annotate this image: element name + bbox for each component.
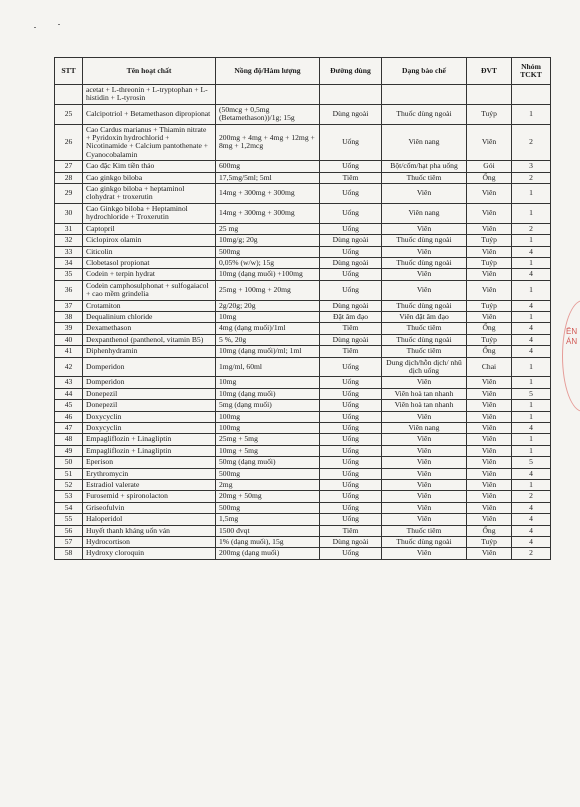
table-row: [55, 85, 551, 105]
cell-active-ingredient: Domperidon: [83, 357, 216, 377]
cell-unit: Viên: [467, 246, 512, 257]
cell-route: Tiêm: [320, 346, 382, 357]
cell-concentration: 50mg (dạng muối): [216, 457, 320, 468]
cell-dosage-form: Viên: [382, 480, 467, 491]
cell-active-ingredient: Clobetasol propionat: [83, 257, 216, 268]
cell-unit: Viên: [467, 269, 512, 280]
table-row: [55, 269, 551, 280]
cell-dosage-form: Viên: [382, 457, 467, 468]
cell-route: Uống: [320, 223, 382, 234]
cell-dosage-form: Dung dịch/hỗn dịch/ nhũ dịch uống: [382, 357, 467, 377]
cell-group: 1: [512, 480, 551, 491]
table-row: [55, 502, 551, 513]
cell-stt: 44: [55, 388, 83, 399]
cell-route: Dùng ngoài: [320, 235, 382, 246]
cell-active-ingredient: Estradiol valerate: [83, 480, 216, 491]
cell-group: 4: [512, 246, 551, 257]
cell-group: 1: [512, 411, 551, 422]
cell-concentration: 1% (dạng muối), 15g: [216, 537, 320, 548]
cell-active-ingredient: acetat + L-threonin + L-tryptophan + L-histidin + L-tyrosin: [83, 85, 216, 105]
stamp-line-1: ÊN: [566, 327, 578, 336]
cell-concentration: 200mg + 4mg + 4mg + 12mg + 8mg + 1,2mcg: [216, 124, 320, 161]
table-row: [55, 161, 551, 172]
cell-dosage-form: Viên: [382, 548, 467, 559]
cell-route: Uống: [320, 161, 382, 172]
cell-active-ingredient: Cao ginkgo biloba + heptaminol clohydrat + troxerutin: [83, 184, 216, 204]
cell-unit: Viên: [467, 548, 512, 559]
cell-unit: Viên: [467, 411, 512, 422]
cell-concentration: 2g/20g; 20g: [216, 300, 320, 311]
table-row: [55, 400, 551, 411]
cell-concentration: 4mg (dạng muối)/1ml: [216, 323, 320, 334]
table-row: [55, 411, 551, 422]
cell-concentration: 10mg: [216, 311, 320, 322]
cell-active-ingredient: Hydrocortison: [83, 537, 216, 548]
cell-stt: 34: [55, 257, 83, 268]
cell-route: Tiêm: [320, 525, 382, 536]
table-body: [55, 85, 551, 560]
cell-concentration: 10mg: [216, 377, 320, 388]
cell-dosage-form: Viên: [382, 184, 467, 204]
cell-stt: 54: [55, 502, 83, 513]
cell-stt: 48: [55, 434, 83, 445]
cell-route: Uống: [320, 457, 382, 468]
table-row: [55, 525, 551, 536]
cell-stt: 51: [55, 468, 83, 479]
cell-unit: Ống: [467, 346, 512, 357]
cell-group: 4: [512, 423, 551, 434]
cell-route: Uống: [320, 124, 382, 161]
cell-stt: 37: [55, 300, 83, 311]
cell-route: Uống: [320, 388, 382, 399]
header-route: Đường dùng: [320, 58, 382, 85]
cell-route: Dùng ngoài: [320, 537, 382, 548]
cell-unit: Viên: [467, 377, 512, 388]
cell-concentration: 100mg: [216, 411, 320, 422]
cell-concentration: 25mg + 5mg: [216, 434, 320, 445]
table-row: [55, 300, 551, 311]
cell-dosage-form: [382, 85, 467, 105]
table-row: [55, 311, 551, 322]
cell-dosage-form: Thuốc tiêm: [382, 323, 467, 334]
header-unit: ĐVT: [467, 58, 512, 85]
cell-dosage-form: Viên hoà tan nhanh: [382, 388, 467, 399]
cell-unit: Viên: [467, 480, 512, 491]
table-row: [55, 104, 551, 124]
cell-concentration: [216, 85, 320, 105]
cell-active-ingredient: Codein + terpin hydrat: [83, 269, 216, 280]
cell-dosage-form: Viên hoà tan nhanh: [382, 400, 467, 411]
cell-group: 1: [512, 400, 551, 411]
cell-concentration: 500mg: [216, 246, 320, 257]
cell-route: Uống: [320, 357, 382, 377]
cell-unit: Tuýp: [467, 104, 512, 124]
cell-route: Uống: [320, 480, 382, 491]
cell-route: Dùng ngoài: [320, 104, 382, 124]
table-header-row: [55, 58, 551, 85]
cell-concentration: 20mg + 50mg: [216, 491, 320, 502]
cell-concentration: 2mg: [216, 480, 320, 491]
cell-dosage-form: Viên: [382, 514, 467, 525]
header-dosage-form: Dạng bào chế: [382, 58, 467, 85]
table-row: [55, 235, 551, 246]
cell-group: 4: [512, 537, 551, 548]
drug-table: [54, 57, 551, 560]
cell-active-ingredient: Hydroxy cloroquin: [83, 548, 216, 559]
cell-group: 2: [512, 491, 551, 502]
cell-route: Uống: [320, 445, 382, 456]
cell-group: 1: [512, 434, 551, 445]
cell-route: Uống: [320, 400, 382, 411]
table-row: [55, 423, 551, 434]
cell-group: 2: [512, 223, 551, 234]
cell-dosage-form: Viên nang: [382, 423, 467, 434]
cell-stt: 32: [55, 235, 83, 246]
cell-stt: 49: [55, 445, 83, 456]
cell-stt: 40: [55, 334, 83, 345]
table-row: [55, 357, 551, 377]
cell-group: 4: [512, 269, 551, 280]
cell-route: Đặt âm đạo: [320, 311, 382, 322]
cell-stt: 29: [55, 184, 83, 204]
cell-group: 1: [512, 203, 551, 223]
cell-concentration: 5 %, 20g: [216, 334, 320, 345]
cell-unit: [467, 85, 512, 105]
header-active-ingredient: Tên hoạt chất: [83, 58, 216, 85]
cell-active-ingredient: Cao ginkgo biloba: [83, 172, 216, 183]
cell-unit: Viên: [467, 223, 512, 234]
cell-route: Uống: [320, 491, 382, 502]
cell-route: Uống: [320, 203, 382, 223]
cell-concentration: 25 mg: [216, 223, 320, 234]
cell-group: 1: [512, 311, 551, 322]
cell-active-ingredient: Donepezil: [83, 400, 216, 411]
table-row: [55, 388, 551, 399]
cell-group: 2: [512, 548, 551, 559]
cell-route: Uống: [320, 411, 382, 422]
table-row: [55, 468, 551, 479]
cell-unit: Chai: [467, 357, 512, 377]
cell-route: Dùng ngoài: [320, 300, 382, 311]
cell-concentration: 14mg + 300mg + 300mg: [216, 184, 320, 204]
cell-unit: Viên: [467, 434, 512, 445]
cell-stt: 36: [55, 280, 83, 300]
cell-dosage-form: Viên: [382, 468, 467, 479]
cell-dosage-form: Thuốc dùng ngoài: [382, 334, 467, 345]
cell-unit: Viên: [467, 514, 512, 525]
cell-dosage-form: Thuốc dùng ngoài: [382, 300, 467, 311]
cell-stt: 26: [55, 124, 83, 161]
cell-concentration: 10mg + 5mg: [216, 445, 320, 456]
cell-stt: 33: [55, 246, 83, 257]
cell-dosage-form: Viên: [382, 223, 467, 234]
header-group: Nhóm TCKT: [512, 58, 551, 85]
cell-concentration: 25mg + 100mg + 20mg: [216, 280, 320, 300]
cell-active-ingredient: Doxycyclin: [83, 423, 216, 434]
cell-unit: Viên: [467, 280, 512, 300]
cell-active-ingredient: Doxycyclin: [83, 411, 216, 422]
cell-dosage-form: Viên: [382, 502, 467, 513]
cell-group: 4: [512, 334, 551, 345]
table-row: [55, 203, 551, 223]
cell-unit: Ống: [467, 172, 512, 183]
cell-group: 4: [512, 346, 551, 357]
cell-stt: 30: [55, 203, 83, 223]
cell-active-ingredient: Huyết thanh kháng uốn ván: [83, 525, 216, 536]
cell-stt: [55, 85, 83, 105]
cell-concentration: 0,05% (w/w); 15g: [216, 257, 320, 268]
cell-group: 4: [512, 323, 551, 334]
cell-concentration: 10mg (dạng muối)/ml; 1ml: [216, 346, 320, 357]
cell-group: 1: [512, 357, 551, 377]
cell-active-ingredient: Eperison: [83, 457, 216, 468]
cell-active-ingredient: Cao Ginkgo biloba + Heptaminol hydrochloride + Troxerutin: [83, 203, 216, 223]
cell-route: Uống: [320, 246, 382, 257]
cell-route: Uống: [320, 548, 382, 559]
cell-stt: 35: [55, 269, 83, 280]
table-row: [55, 184, 551, 204]
cell-group: 1: [512, 104, 551, 124]
cell-dosage-form: Viên: [382, 491, 467, 502]
table-row: [55, 257, 551, 268]
cell-stt: 27: [55, 161, 83, 172]
cell-group: 4: [512, 502, 551, 513]
cell-group: 2: [512, 124, 551, 161]
table-row: [55, 514, 551, 525]
cell-dosage-form: Thuốc dùng ngoài: [382, 235, 467, 246]
cell-dosage-form: Viên: [382, 411, 467, 422]
cell-group: 1: [512, 445, 551, 456]
table-row: [55, 491, 551, 502]
cell-stt: 43: [55, 377, 83, 388]
table-row: [55, 323, 551, 334]
cell-stt: 39: [55, 323, 83, 334]
cell-stt: 57: [55, 537, 83, 548]
table-row: [55, 537, 551, 548]
cell-dosage-form: Viên đặt âm đạo: [382, 311, 467, 322]
cell-unit: Tuýp: [467, 235, 512, 246]
cell-concentration: 1500 đvqt: [216, 525, 320, 536]
cell-active-ingredient: Ciclopirox olamin: [83, 235, 216, 246]
cell-unit: Viên: [467, 468, 512, 479]
cell-active-ingredient: Dequalinium chloride: [83, 311, 216, 322]
cell-route: Uống: [320, 184, 382, 204]
cell-dosage-form: Thuốc tiêm: [382, 346, 467, 357]
cell-active-ingredient: Cao đặc Kim tiền thảo: [83, 161, 216, 172]
cell-dosage-form: Bột/cốm/hạt pha uống: [382, 161, 467, 172]
cell-group: [512, 85, 551, 105]
cell-unit: Viên: [467, 400, 512, 411]
table-row: [55, 346, 551, 357]
cell-unit: Viên: [467, 388, 512, 399]
cell-group: 4: [512, 514, 551, 525]
cell-unit: Ống: [467, 525, 512, 536]
cell-unit: Viên: [467, 445, 512, 456]
cell-route: Uống: [320, 423, 382, 434]
cell-unit: Tuýp: [467, 537, 512, 548]
cell-dosage-form: Thuốc tiêm: [382, 525, 467, 536]
cell-group: 5: [512, 388, 551, 399]
cell-active-ingredient: Griseofulvin: [83, 502, 216, 513]
scan-speck: [58, 24, 60, 25]
cell-concentration: 500mg: [216, 468, 320, 479]
cell-active-ingredient: Erythromycin: [83, 468, 216, 479]
cell-group: 2: [512, 172, 551, 183]
cell-unit: Tuýp: [467, 300, 512, 311]
cell-dosage-form: Viên: [382, 280, 467, 300]
cell-concentration: 100mg: [216, 423, 320, 434]
cell-group: 1: [512, 184, 551, 204]
cell-route: Uống: [320, 514, 382, 525]
cell-group: 4: [512, 468, 551, 479]
cell-active-ingredient: Empagliflozin + Linagliptin: [83, 445, 216, 456]
cell-stt: 46: [55, 411, 83, 422]
cell-active-ingredient: Diphenhydramin: [83, 346, 216, 357]
cell-group: 4: [512, 300, 551, 311]
cell-group: 4: [512, 525, 551, 536]
cell-route: Uống: [320, 280, 382, 300]
cell-unit: Tuýp: [467, 257, 512, 268]
cell-stt: 42: [55, 357, 83, 377]
cell-route: Uống: [320, 434, 382, 445]
cell-unit: Viên: [467, 457, 512, 468]
cell-stt: 28: [55, 172, 83, 183]
table-row: [55, 172, 551, 183]
cell-concentration: 200mg (dạng muối): [216, 548, 320, 559]
red-stamp: [562, 300, 580, 412]
cell-dosage-form: Thuốc dùng ngoài: [382, 104, 467, 124]
cell-concentration: 600mg: [216, 161, 320, 172]
cell-dosage-form: Viên: [382, 434, 467, 445]
cell-stt: 53: [55, 491, 83, 502]
stamp-fragment: [566, 327, 577, 347]
cell-stt: 52: [55, 480, 83, 491]
cell-active-ingredient: Citicolin: [83, 246, 216, 257]
cell-active-ingredient: Dexamethason: [83, 323, 216, 334]
table-row: [55, 334, 551, 345]
table-row: [55, 434, 551, 445]
cell-concentration: 14mg + 300mg + 300mg: [216, 203, 320, 223]
cell-unit: Gói: [467, 161, 512, 172]
cell-unit: Viên: [467, 423, 512, 434]
cell-stt: 25: [55, 104, 83, 124]
cell-concentration: (50mcg + 0,5mg (Betamethason))/1g; 15g: [216, 104, 320, 124]
cell-concentration: 5mg (dạng muối): [216, 400, 320, 411]
cell-unit: Viên: [467, 124, 512, 161]
cell-active-ingredient: Domperidon: [83, 377, 216, 388]
cell-group: 5: [512, 457, 551, 468]
cell-stt: 38: [55, 311, 83, 322]
cell-dosage-form: Thuốc dùng ngoài: [382, 537, 467, 548]
cell-route: Tiêm: [320, 172, 382, 183]
cell-active-ingredient: Donepezil: [83, 388, 216, 399]
header-stt: STT: [55, 58, 83, 85]
cell-stt: 45: [55, 400, 83, 411]
cell-dosage-form: Thuốc tiêm: [382, 172, 467, 183]
cell-unit: Viên: [467, 491, 512, 502]
cell-group: 1: [512, 235, 551, 246]
cell-concentration: 1mg/ml, 60ml: [216, 357, 320, 377]
cell-concentration: 500mg: [216, 502, 320, 513]
cell-route: Uống: [320, 468, 382, 479]
cell-route: Dùng ngoài: [320, 257, 382, 268]
cell-concentration: 10mg/g; 20g: [216, 235, 320, 246]
table-row: [55, 445, 551, 456]
cell-active-ingredient: Haloperidol: [83, 514, 216, 525]
cell-concentration: 17,5mg/5ml; 5ml: [216, 172, 320, 183]
cell-unit: Viên: [467, 203, 512, 223]
cell-active-ingredient: Dexpanthenol (panthenol, vitamin B5): [83, 334, 216, 345]
table-row: [55, 280, 551, 300]
cell-route: Uống: [320, 502, 382, 513]
cell-stt: 50: [55, 457, 83, 468]
table-row: [55, 377, 551, 388]
table-row: [55, 480, 551, 491]
cell-unit: Viên: [467, 311, 512, 322]
cell-active-ingredient: Crotamiton: [83, 300, 216, 311]
stamp-line-2: ÁN: [566, 337, 578, 346]
cell-dosage-form: Viên: [382, 445, 467, 456]
cell-unit: Viên: [467, 184, 512, 204]
cell-dosage-form: Viên: [382, 377, 467, 388]
cell-route: [320, 85, 382, 105]
cell-active-ingredient: Captopril: [83, 223, 216, 234]
table-row: [55, 457, 551, 468]
cell-group: 1: [512, 257, 551, 268]
scan-speck: [34, 27, 36, 28]
cell-dosage-form: Viên: [382, 269, 467, 280]
cell-active-ingredient: Cao Cardus marianus + Thiamin nitrate + Pyridoxin hydrochlorid + Nicotinamide + Calcium pantothenate + Cyanocobalamin: [83, 124, 216, 161]
cell-active-ingredient: Codein camphosulphonat + sulfogaiacol + cao mềm grindelia: [83, 280, 216, 300]
cell-concentration: 1,5mg: [216, 514, 320, 525]
cell-concentration: 10mg (dạng muối): [216, 388, 320, 399]
table-row: [55, 246, 551, 257]
cell-dosage-form: Viên nang: [382, 203, 467, 223]
cell-stt: 41: [55, 346, 83, 357]
cell-unit: Tuýp: [467, 334, 512, 345]
cell-stt: 56: [55, 525, 83, 536]
cell-dosage-form: Thuốc dùng ngoài: [382, 257, 467, 268]
cell-concentration: 10mg (dạng muối) +100mg: [216, 269, 320, 280]
cell-stt: 55: [55, 514, 83, 525]
cell-dosage-form: Viên nang: [382, 124, 467, 161]
cell-group: 1: [512, 377, 551, 388]
table-row: [55, 548, 551, 559]
cell-dosage-form: Viên: [382, 246, 467, 257]
cell-stt: 58: [55, 548, 83, 559]
cell-unit: Viên: [467, 502, 512, 513]
cell-group: 1: [512, 280, 551, 300]
cell-route: Uống: [320, 377, 382, 388]
cell-group: 3: [512, 161, 551, 172]
cell-stt: 47: [55, 423, 83, 434]
table-row: [55, 223, 551, 234]
cell-active-ingredient: Calcipotriol + Betamethason dipropionat: [83, 104, 216, 124]
cell-stt: 31: [55, 223, 83, 234]
cell-active-ingredient: Furosemid + spironolacton: [83, 491, 216, 502]
cell-route: Tiêm: [320, 323, 382, 334]
table-row: [55, 124, 551, 161]
drug-list-page: [54, 57, 550, 560]
header-concentration: Nồng độ/Hàm lượng: [216, 58, 320, 85]
cell-unit: Ống: [467, 323, 512, 334]
cell-route: Uống: [320, 269, 382, 280]
cell-route: Dùng ngoài: [320, 334, 382, 345]
cell-active-ingredient: Empagliflozin + Linagliptin: [83, 434, 216, 445]
